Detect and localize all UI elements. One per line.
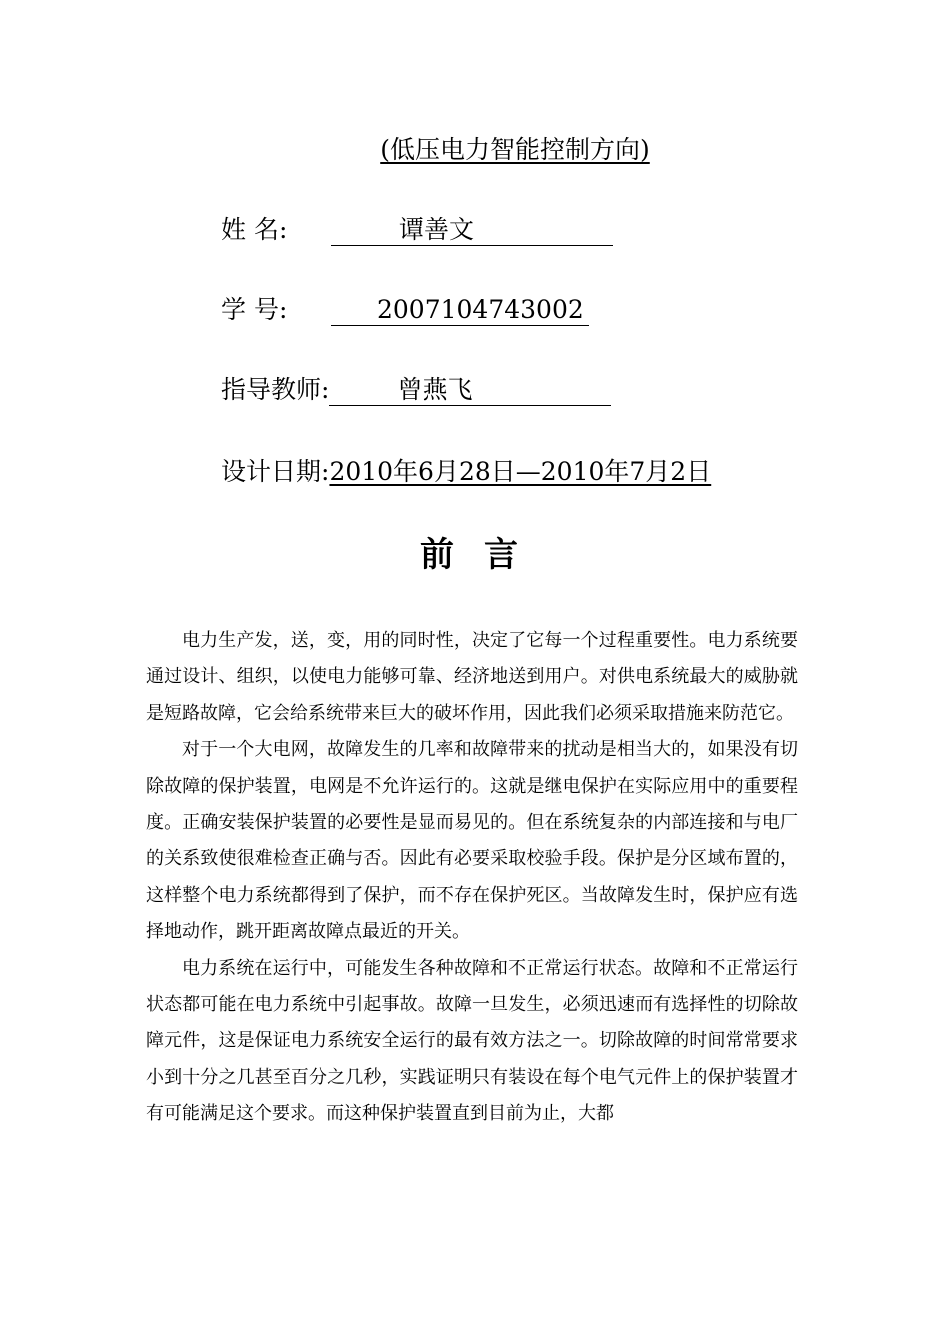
name-label-part-1: 姓	[221, 215, 247, 244]
teacher-field	[221, 373, 611, 407]
name-field	[221, 213, 613, 247]
paragraph-3: 电力系统在运行中，可能发生各种故障和不正常运行状态。故障和不正常运行状态都可能在电力系统中引起事故。故障一旦发生，必须迅速而有选择性的切除故障元件，这是保证电力系统安全运行的最有效方法之一。切除故障的时间常常要求小到十分之几甚至百分之几秒，实践证明只有装设在每个电气元件上的保护装置才有可能满足这个要求。而这种保护装置直到目前为止，大都	[146, 957, 798, 1125]
design-date-label: 设计日期:	[221, 457, 330, 486]
teacher-value: 曾燕飞	[329, 375, 611, 406]
student-id-label-part-1: 学	[221, 295, 247, 324]
name-label	[221, 213, 331, 247]
name-value: 谭善文	[331, 215, 613, 246]
name-label-part-2: 名:	[253, 215, 288, 244]
design-date-field	[221, 455, 711, 489]
student-id-label-part-2: 号:	[253, 295, 288, 324]
paragraph-2: 对于一个大电网，故障发生的几率和故障带来的扰动是相当大的，如果没有切除故障的保护装置，电网是不允许运行的。这就是继电保护在实际应用中的重要程度。正确安装保护装置的必要性是显而易见的。但在系统复杂的内部连接和与电厂的关系致使很难检查正确与否。因此有必要采取校验手段。保护是分区域布置的，这样整个电力系统都得到了保护，而不存在保护死区。当故障发生时，保护应有选择地动作，跳开距离故障点最近的开关。	[146, 739, 798, 943]
section-heading: 前言	[420, 535, 548, 575]
subtitle: (低压电力智能控制方向)	[380, 135, 650, 164]
student-id-value: 2007104743002	[331, 295, 589, 326]
body-text	[146, 623, 798, 1133]
student-id-label	[221, 293, 331, 327]
teacher-label: 指导教师:	[221, 375, 330, 404]
student-id-field	[221, 293, 589, 327]
design-date-value: 2010年6月28日—2010年7月2日	[329, 457, 712, 486]
paragraph-1: 电力生产发，送，变，用的同时性，决定了它每一个过程重要性。电力系统要通过设计、组织，以使电力能够可靠、经济地送到用户。对供电系统最大的威胁就是短路故障，它会给系统带来巨大的破坏作用，因此我们必须采取措施来防范它。	[146, 630, 798, 724]
